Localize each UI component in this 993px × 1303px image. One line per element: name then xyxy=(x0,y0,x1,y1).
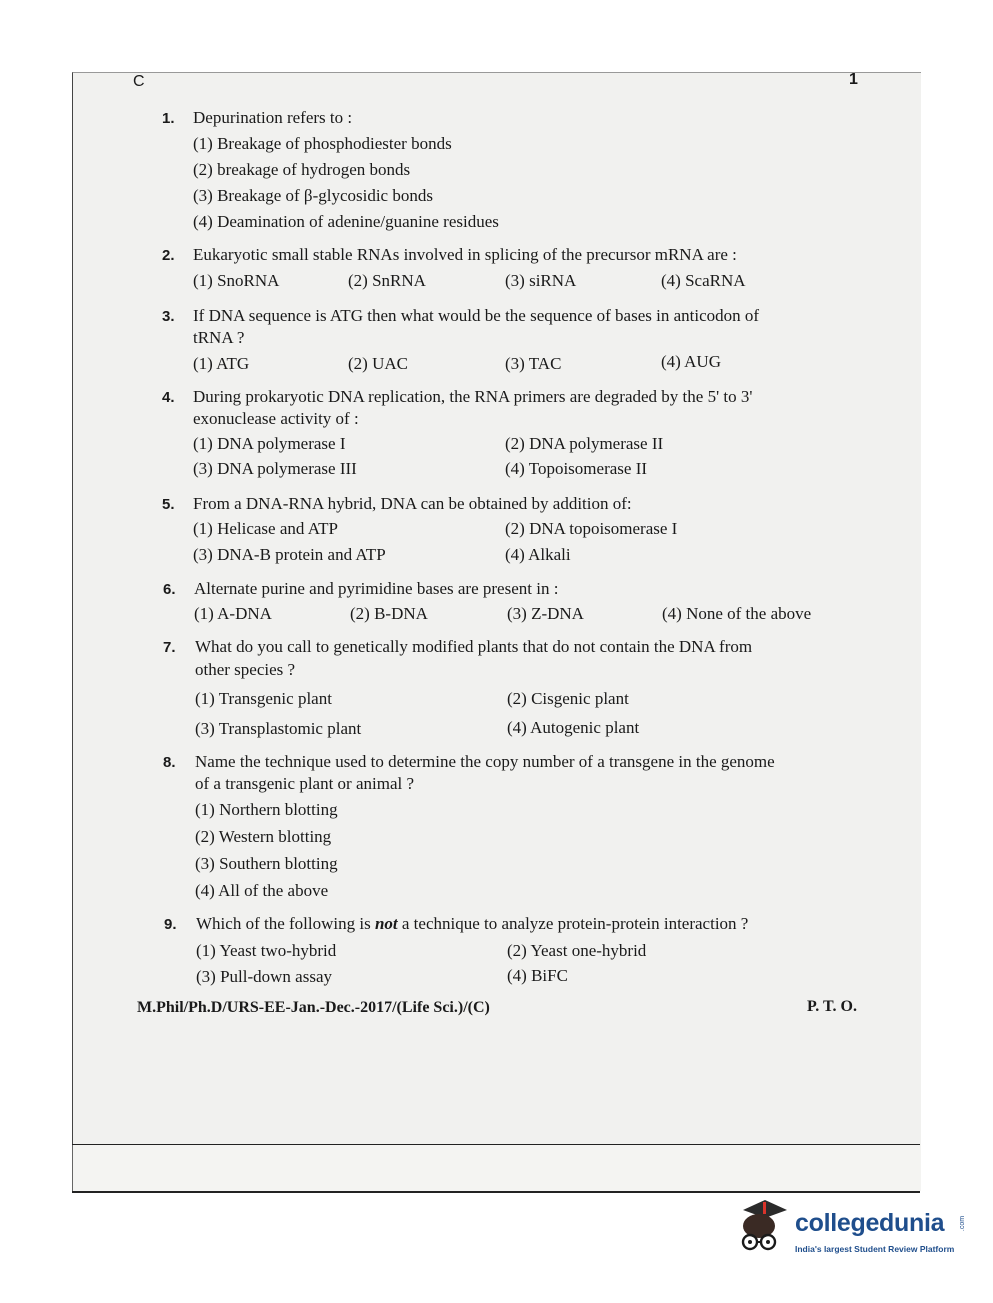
option: (4) BiFC xyxy=(507,966,568,985)
option: (3) Southern blotting xyxy=(195,854,338,873)
question-text: Alternate purine and pyrimidine bases are present in : xyxy=(194,579,559,598)
option: (4) ScaRNA xyxy=(661,271,746,290)
option: (1) DNA polymerase I xyxy=(193,434,346,453)
page-number: 1 xyxy=(849,71,858,88)
option: (1) Transgenic plant xyxy=(195,689,332,708)
question-number: 8. xyxy=(163,754,176,771)
logo-wordmark: collegedunia xyxy=(795,1209,945,1237)
question-text: From a DNA-RNA hybrid, DNA can be obtained by addition of: xyxy=(193,494,632,513)
question-number: 5. xyxy=(162,496,175,513)
option: (1) Helicase and ATP xyxy=(193,519,338,538)
option: (2) SnRNA xyxy=(348,271,426,290)
option: (4) Alkali xyxy=(505,545,571,564)
logo-tagline: India's largest Student Review Platform xyxy=(795,1244,955,1254)
collegedunia-logo xyxy=(735,1196,965,1266)
mascot-icon xyxy=(735,1196,793,1258)
option: (3) Pull-down assay xyxy=(196,967,332,986)
question-text: What do you call to genetically modified plants that do not contain the DNA from xyxy=(195,637,753,656)
option: (3) DNA-B protein and ATP xyxy=(193,545,386,564)
question-text: If DNA sequence is ATG then what would be the sequence of bases in anticodon of xyxy=(193,306,760,325)
question-number: 7. xyxy=(163,639,176,656)
page-edge-line xyxy=(72,1144,920,1145)
option: (2) breakage of hydrogen bonds xyxy=(193,160,411,179)
option: (1) Breakage of phosphodiester bonds xyxy=(193,134,452,153)
option: (4) Topoisomerase II xyxy=(505,459,648,478)
option: (4) None of the above xyxy=(662,604,812,623)
option: (2) Western blotting xyxy=(195,827,332,846)
option: (1) A-DNA xyxy=(194,604,272,623)
question-text-cont: other species ? xyxy=(195,660,296,679)
option: (3) siRNA xyxy=(505,271,577,290)
option: (4) Autogenic plant xyxy=(507,718,640,737)
option: (3) TAC xyxy=(505,354,562,373)
option: (1) Yeast two-hybrid xyxy=(196,941,337,960)
question-text-cont: tRNA ? xyxy=(193,328,245,347)
question-text: During prokaryotic DNA replication, the RNA primers are degraded by the 5' to 3' xyxy=(193,387,753,406)
option: (1) ATG xyxy=(193,354,250,373)
option: (2) Yeast one-hybrid xyxy=(507,941,647,960)
option: (4) All of the above xyxy=(195,881,329,900)
pto-label: P. T. O. xyxy=(807,998,857,1015)
option: (3) DNA polymerase III xyxy=(193,459,357,478)
emphasis-not: not xyxy=(374,914,398,933)
question-text-cont: of a transgenic plant or animal ? xyxy=(195,774,415,793)
option: (3) Z-DNA xyxy=(507,604,584,623)
question-text: Eukaryotic small stable RNAs involved in splicing of the precursor mRNA are : xyxy=(193,245,737,264)
paper-margin xyxy=(72,1145,921,1191)
option: (1) SnoRNA xyxy=(193,271,280,290)
question-text-cont: exonuclease activity of : xyxy=(193,409,359,428)
question-number: 2. xyxy=(162,247,175,264)
question-text: Depurination refers to : xyxy=(193,108,353,127)
option: (4) AUG xyxy=(661,352,721,371)
option: (2) DNA polymerase II xyxy=(505,434,664,453)
option: (1) Northern blotting xyxy=(195,800,338,819)
question-number: 1. xyxy=(162,110,175,127)
option: (2) UAC xyxy=(348,354,408,373)
question-number: 4. xyxy=(162,389,175,406)
logo-tld: .com xyxy=(959,1215,967,1232)
set-code: C xyxy=(133,73,145,90)
option: (2) B-DNA xyxy=(350,604,428,623)
option: (3) Breakage of β-glycosidic bonds xyxy=(193,186,433,205)
option: (3) Transplastomic plant xyxy=(195,719,362,738)
option: (2) DNA topoisomerase I xyxy=(505,519,678,538)
option: (4) Deamination of adenine/guanine residues xyxy=(193,212,499,231)
question-number: 9. xyxy=(164,916,177,933)
question-number: 6. xyxy=(163,581,176,598)
question-text: Name the technique used to determine the copy number of a transgene in the genome xyxy=(195,752,775,771)
bottom-rule xyxy=(72,1191,920,1193)
question-number: 3. xyxy=(162,308,175,325)
paper-code: M.Phil/Ph.D/URS-EE-Jan.-Dec.-2017/(Life Sci.)/(C) xyxy=(137,999,490,1016)
option: (2) Cisgenic plant xyxy=(507,689,629,708)
question-text: Which of the following is not a technique to analyze protein-protein interaction ? xyxy=(196,914,749,933)
